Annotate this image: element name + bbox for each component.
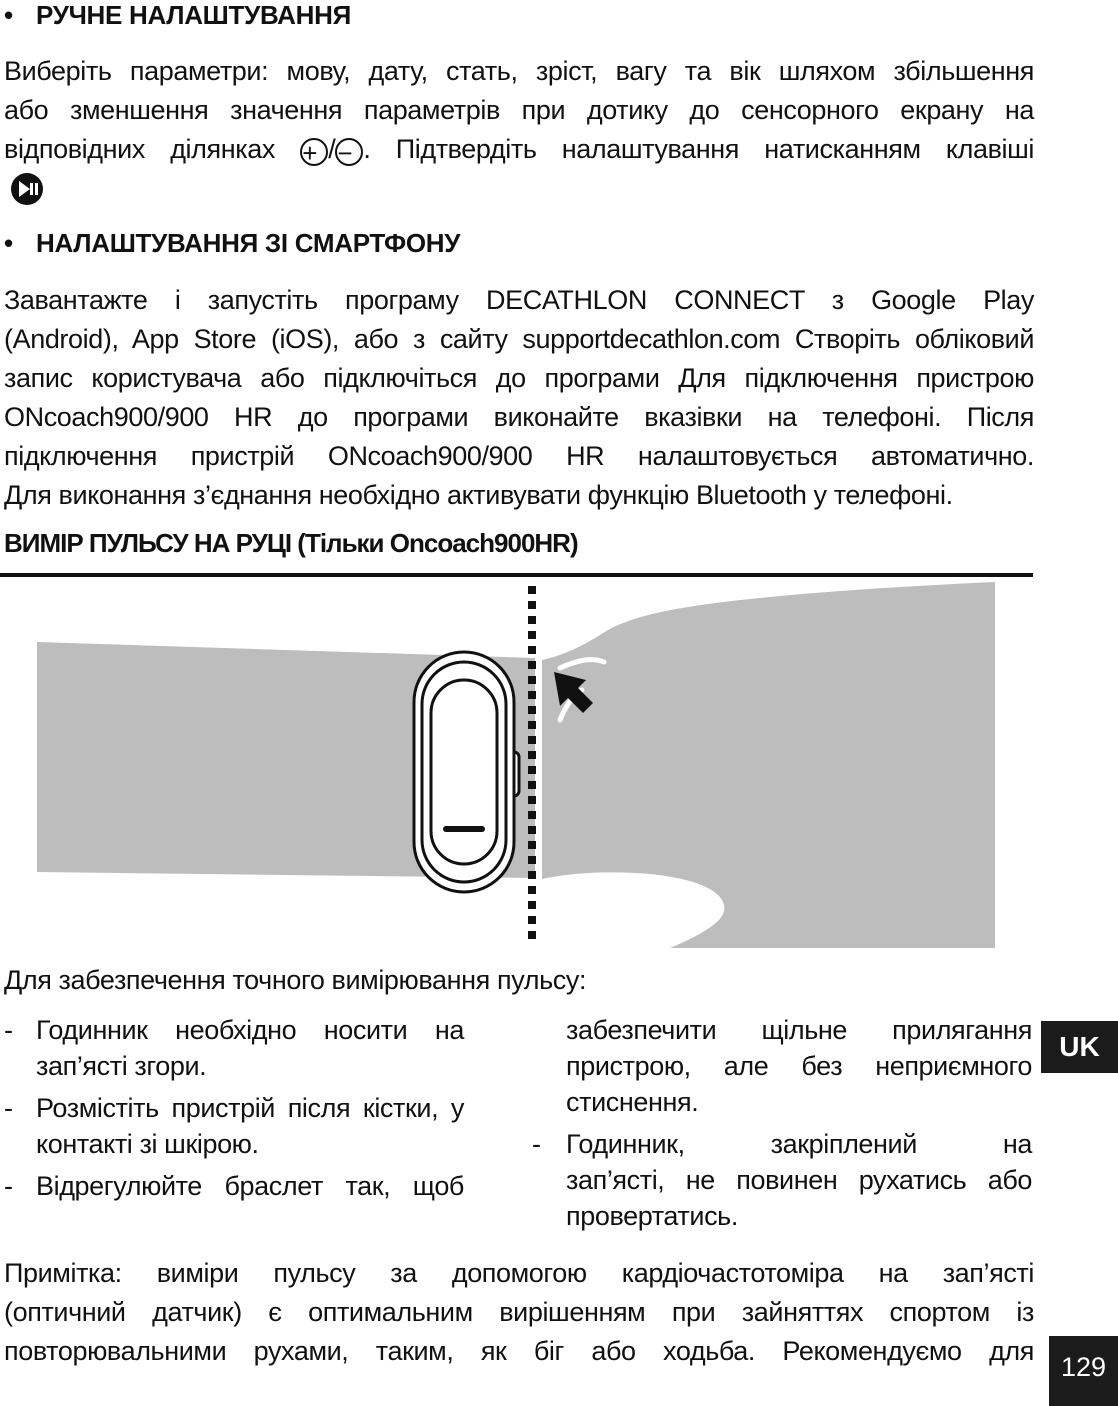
tip-3-line-2: забезпечити щільне прилягання bbox=[566, 1015, 1032, 1045]
smartphone-line-5: підключення пристрій ONcoach900/900 HR налаштовується автоматично. bbox=[4, 441, 1034, 471]
minus-icon: − bbox=[335, 138, 363, 166]
tip-item-1 bbox=[4, 1012, 464, 1084]
smartphone-line-3: запис користувача або підключіться до програми Для підключення пристрою bbox=[4, 363, 1034, 393]
tip-dash: - bbox=[532, 1129, 541, 1159]
tip-3-continuation bbox=[566, 1012, 1032, 1120]
heading-wrist-heart-rate: ВИМІР ПУЛЬСУ НА РУЦІ (Тільки Oncoach900HR) bbox=[4, 528, 578, 558]
tips-intro: Для забезпечення точного вимірювання пульсу: bbox=[4, 965, 587, 995]
watch-band bbox=[414, 652, 519, 892]
tip-2-line-1: Розмістіть пристрій після кістки, у bbox=[36, 1093, 464, 1123]
tip-4-line-2: зап’ясті, не повинен рухатись або bbox=[566, 1165, 1032, 1195]
section-divider bbox=[0, 573, 1033, 577]
tip-dash: - bbox=[4, 1093, 13, 1123]
tip-1-line-2: зап’ясті згори. bbox=[36, 1051, 207, 1081]
plus-icon: + bbox=[300, 138, 328, 166]
heading-manual-setup: РУЧНЕ НАЛАШТУВАННЯ bbox=[36, 0, 351, 30]
page-number: 129 bbox=[1049, 1336, 1118, 1406]
note-line-3: повторювальними рухами, таким, як біг або ходьба. Рекомендуємо для bbox=[4, 1336, 1034, 1366]
tip-dash: - bbox=[4, 1015, 13, 1045]
smartphone-line-4: ONcoach900/900 HR до програми виконайте вказівки на телефоні. Після bbox=[4, 402, 1034, 432]
tip-4-line-3: провертатись. bbox=[566, 1201, 738, 1231]
note-line-2: (оптичний датчик) є оптимальним вирішенням при зайняттях спортом із bbox=[4, 1297, 1034, 1327]
language-tab-uk: UK bbox=[1041, 1021, 1118, 1073]
bullet-smartphone: • bbox=[4, 228, 14, 258]
tip-1-line-1: Годинник необхідно носити на bbox=[36, 1015, 464, 1045]
tip-3-line-1: Відрегулюйте браслет так, щоб bbox=[36, 1171, 464, 1201]
smartphone-line-6: Для виконання з’єднання необхідно активувати функцію Bluetooth у телефоні. bbox=[4, 480, 953, 510]
tip-2-line-2: контакті зі шкірою. bbox=[36, 1129, 259, 1159]
tip-item-2 bbox=[4, 1090, 464, 1162]
tip-item-4 bbox=[532, 1126, 1032, 1234]
slash-separator: / bbox=[328, 134, 336, 164]
note-paragraph bbox=[4, 1254, 1034, 1371]
manual-line-3-start: відповідних ділянках bbox=[4, 134, 275, 164]
manual-setup-paragraph bbox=[4, 52, 1034, 169]
bullet-manual: • bbox=[4, 0, 14, 30]
manual-line-3-end: . Підтвердіть налаштування натисканням клавіші bbox=[363, 134, 1034, 164]
tip-3-line-3: пристрою, але без неприємного bbox=[566, 1051, 1032, 1081]
tip-3-line-4: стиснення. bbox=[566, 1087, 699, 1117]
note-line-1: Примітка: виміри пульсу за допомогою кардіочастотоміра на зап’ясті bbox=[4, 1258, 1034, 1288]
tip-4-line-1: Годинник, закріплений на bbox=[566, 1129, 1032, 1159]
start-pause-button-icon bbox=[10, 172, 44, 206]
smartphone-paragraph bbox=[4, 281, 1034, 515]
smartphone-line-2: (Android), App Store (iOS), або з сайту supportdecathlon.com Створіть обліковий bbox=[4, 324, 1034, 354]
manual-line-3 bbox=[4, 130, 1034, 169]
manual-line-2: або зменшення значення параметрів при дотику до сенсорного екрану на bbox=[4, 95, 1034, 125]
heading-smartphone-setup: НАЛАШТУВАННЯ ЗІ СМАРТФОНУ bbox=[36, 228, 461, 258]
smartphone-line-1: Завантажте і запустіть програму DECATHLON CONNECT з Google Play bbox=[4, 285, 1034, 315]
tip-dash: - bbox=[4, 1171, 13, 1201]
wrist-watch-illustration bbox=[0, 578, 1033, 950]
manual-line-1: Виберіть параметри: мову, дату, стать, зріст, вагу та вік шляхом збільшення bbox=[4, 56, 1034, 86]
tip-item-3 bbox=[4, 1168, 464, 1204]
